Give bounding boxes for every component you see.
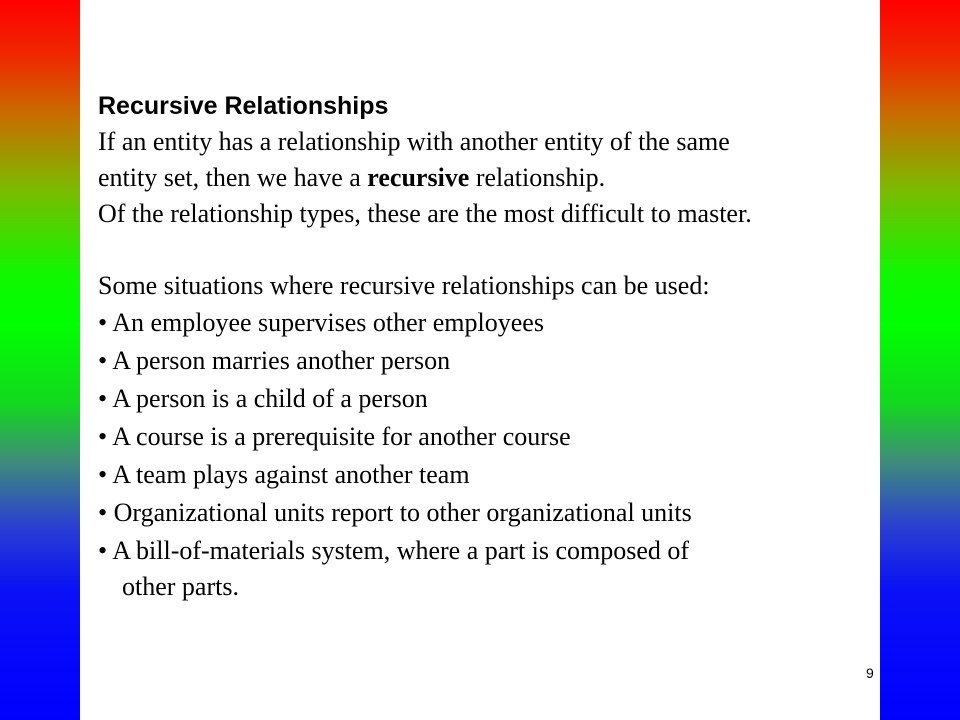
slide-title: Recursive Relationships xyxy=(98,92,389,120)
list-item xyxy=(98,494,918,532)
list-item xyxy=(98,380,918,418)
list-item xyxy=(98,532,918,604)
list-item xyxy=(98,342,918,380)
bullet-icon: • xyxy=(98,460,108,489)
bullet-icon: • xyxy=(98,498,108,527)
list-item-text: A team plays against another team xyxy=(112,460,470,489)
intro-line-1: If an entity has a relationship with another entity of the same xyxy=(98,127,730,156)
paragraph-spacer xyxy=(98,232,918,268)
bullet-icon: • xyxy=(98,346,108,375)
list-item-text: A person marries another person xyxy=(112,346,451,375)
bullet-icon: • xyxy=(98,536,108,565)
situations-heading: Some situations where recursive relationships can be used: xyxy=(98,271,710,300)
list-item xyxy=(98,418,918,456)
intro-line-2-end: relationship. xyxy=(469,163,606,192)
list-item-continuation: other parts. xyxy=(122,572,239,601)
situations-list xyxy=(98,304,918,604)
recursive-keyword: recursive xyxy=(367,163,470,192)
left-gradient-bar xyxy=(0,0,80,720)
bullet-icon: • xyxy=(98,384,108,413)
bullet-icon: • xyxy=(98,422,108,451)
list-item-text: A person is a child of a person xyxy=(112,384,428,413)
intro-line-2 xyxy=(98,160,918,196)
slide-content xyxy=(98,88,918,604)
list-item-text: A course is a prerequisite for another course xyxy=(112,422,571,451)
intro-line-2-start: entity set, then we have a xyxy=(98,163,368,192)
intro-line-3: Of the relationship types, these are the most difficult to master. xyxy=(98,199,752,228)
list-item xyxy=(98,304,918,342)
list-item-text: An employee supervises other employees xyxy=(112,308,544,337)
list-item xyxy=(98,456,918,494)
list-item-text: A bill-of-materials system, where a part is composed of xyxy=(112,536,690,565)
list-item-text: Organizational units report to other organizational units xyxy=(113,498,692,527)
page-number: 9 xyxy=(866,665,874,681)
bullet-icon: • xyxy=(98,308,108,337)
